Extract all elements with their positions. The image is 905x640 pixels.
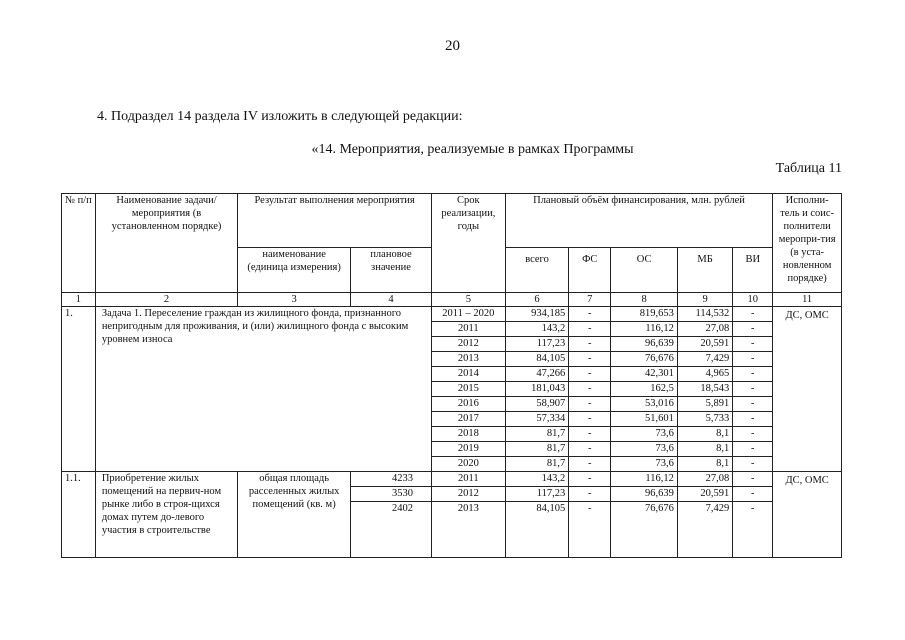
header-vi: ВИ bbox=[733, 248, 773, 293]
header-num: № п/п bbox=[62, 194, 96, 293]
header-os: ОС bbox=[611, 248, 678, 293]
table-label: Таблица 11 bbox=[775, 161, 842, 176]
mb-cell: 7,429 bbox=[677, 352, 732, 367]
vi-cell: - bbox=[733, 397, 773, 412]
os-cell: 53,016 bbox=[611, 397, 678, 412]
total-cell: 117,23 bbox=[505, 337, 569, 352]
header-funding: Плановый объём финансирования, млн. рублей bbox=[505, 194, 773, 248]
table-row bbox=[62, 472, 842, 487]
os-cell: 819,653 bbox=[611, 307, 678, 322]
vi-cell: - bbox=[733, 487, 773, 502]
fs-cell: - bbox=[569, 457, 611, 472]
total-cell: 181,043 bbox=[505, 382, 569, 397]
total-cell: 81,7 bbox=[505, 427, 569, 442]
header-name: Наименование задачи/мероприятия (в установленном порядке) bbox=[95, 194, 237, 293]
total-cell: 84,105 bbox=[505, 352, 569, 367]
header-executors: Исполни-тель и соис-полнители меропри-тия (в уста-новленном порядке) bbox=[773, 194, 842, 293]
fs-cell: - bbox=[569, 337, 611, 352]
measure-executors: ДС, ОМС bbox=[773, 472, 842, 558]
col-number: 2 bbox=[95, 293, 237, 307]
fs-cell: - bbox=[569, 487, 611, 502]
os-cell: 96,639 bbox=[611, 337, 678, 352]
os-cell: 116,12 bbox=[611, 322, 678, 337]
year-cell: 2011 bbox=[431, 322, 505, 337]
page-number: 20 bbox=[445, 38, 460, 54]
vi-cell: - bbox=[733, 382, 773, 397]
mb-cell: 20,591 bbox=[677, 337, 732, 352]
col-number: 6 bbox=[505, 293, 569, 307]
measures-table bbox=[61, 193, 842, 558]
plan-cell: 3530 bbox=[351, 487, 432, 502]
fs-cell: - bbox=[569, 472, 611, 487]
fs-cell: - bbox=[569, 382, 611, 397]
task-name: Задача 1. Переселение граждан из жилищного фонда, признанного непригодным для проживания, и (или) жилищного фонда с высоким уровнем износа bbox=[95, 307, 431, 472]
year-cell: 2011 – 2020 bbox=[431, 307, 505, 322]
os-cell: 42,301 bbox=[611, 367, 678, 382]
year-cell: 2013 bbox=[431, 352, 505, 367]
fs-cell: - bbox=[569, 502, 611, 558]
os-cell: 162,5 bbox=[611, 382, 678, 397]
year-cell: 2014 bbox=[431, 367, 505, 382]
header-result-name: наименование (единица измерения) bbox=[238, 248, 351, 293]
vi-cell: - bbox=[733, 307, 773, 322]
mb-cell: 20,591 bbox=[677, 487, 732, 502]
task-executors: ДС, ОМС bbox=[773, 307, 842, 472]
table-row bbox=[62, 307, 842, 322]
vi-cell: - bbox=[733, 412, 773, 427]
mb-cell: 114,532 bbox=[677, 307, 732, 322]
os-cell: 76,676 bbox=[611, 352, 678, 367]
os-cell: 73,6 bbox=[611, 427, 678, 442]
header-term: Срок реализации, годы bbox=[431, 194, 505, 293]
year-cell: 2011 bbox=[431, 472, 505, 487]
total-cell: 81,7 bbox=[505, 457, 569, 472]
total-cell: 143,2 bbox=[505, 322, 569, 337]
mb-cell: 27,08 bbox=[677, 472, 732, 487]
year-cell: 2013 bbox=[431, 502, 505, 558]
mb-cell: 5,891 bbox=[677, 397, 732, 412]
fs-cell: - bbox=[569, 367, 611, 382]
col-number: 1 bbox=[62, 293, 96, 307]
header-result-plan: плановое значение bbox=[351, 248, 432, 293]
os-cell: 76,676 bbox=[611, 502, 678, 558]
os-cell: 96,639 bbox=[611, 487, 678, 502]
col-number: 8 bbox=[611, 293, 678, 307]
vi-cell: - bbox=[733, 337, 773, 352]
mb-cell: 8,1 bbox=[677, 457, 732, 472]
col-number: 10 bbox=[733, 293, 773, 307]
os-cell: 116,12 bbox=[611, 472, 678, 487]
mb-cell: 27,08 bbox=[677, 322, 732, 337]
vi-cell: - bbox=[733, 322, 773, 337]
col-number: 5 bbox=[431, 293, 505, 307]
task-num: 1. bbox=[62, 307, 96, 472]
header-mb: МБ bbox=[677, 248, 732, 293]
col-number: 9 bbox=[677, 293, 732, 307]
mb-cell: 5,733 bbox=[677, 412, 732, 427]
total-cell: 84,105 bbox=[505, 502, 569, 558]
year-cell: 2015 bbox=[431, 382, 505, 397]
total-cell: 57,334 bbox=[505, 412, 569, 427]
fs-cell: - bbox=[569, 352, 611, 367]
fs-cell: - bbox=[569, 322, 611, 337]
measure-name: Приобретение жилых помещений на первич-ном рынке либо в строя-щихся домах путем до-левого участия в строительстве bbox=[95, 472, 237, 558]
measure-num: 1.1. bbox=[62, 472, 96, 558]
fs-cell: - bbox=[569, 307, 611, 322]
year-cell: 2012 bbox=[431, 487, 505, 502]
vi-cell: - bbox=[733, 427, 773, 442]
year-cell: 2016 bbox=[431, 397, 505, 412]
vi-cell: - bbox=[733, 367, 773, 382]
total-cell: 143,2 bbox=[505, 472, 569, 487]
mb-cell: 7,429 bbox=[677, 502, 732, 558]
vi-cell: - bbox=[733, 442, 773, 457]
measure-result-name: общая площадь расселенных жилых помещений (кв. м) bbox=[238, 472, 351, 558]
mb-cell: 4,965 bbox=[677, 367, 732, 382]
col-number: 11 bbox=[773, 293, 842, 307]
header-fs: ФС bbox=[569, 248, 611, 293]
year-cell: 2012 bbox=[431, 337, 505, 352]
mb-cell: 8,1 bbox=[677, 427, 732, 442]
vi-cell: - bbox=[733, 502, 773, 558]
fs-cell: - bbox=[569, 442, 611, 457]
plan-cell: 2402 bbox=[351, 502, 432, 558]
fs-cell: - bbox=[569, 427, 611, 442]
total-cell: 117,23 bbox=[505, 487, 569, 502]
total-cell: 81,7 bbox=[505, 442, 569, 457]
plan-cell: 4233 bbox=[351, 472, 432, 487]
vi-cell: - bbox=[733, 472, 773, 487]
year-cell: 2020 bbox=[431, 457, 505, 472]
fs-cell: - bbox=[569, 412, 611, 427]
vi-cell: - bbox=[733, 352, 773, 367]
instruction-text: 4. Подраздел 14 раздела IV изложить в следующей редакции: bbox=[97, 109, 463, 124]
col-number: 3 bbox=[238, 293, 351, 307]
header-result: Результат выполнения мероприятия bbox=[238, 194, 432, 248]
col-number: 7 bbox=[569, 293, 611, 307]
mb-cell: 8,1 bbox=[677, 442, 732, 457]
year-cell: 2018 bbox=[431, 427, 505, 442]
total-cell: 934,185 bbox=[505, 307, 569, 322]
mb-cell: 18,543 bbox=[677, 382, 732, 397]
os-cell: 73,6 bbox=[611, 442, 678, 457]
year-cell: 2017 bbox=[431, 412, 505, 427]
os-cell: 73,6 bbox=[611, 457, 678, 472]
vi-cell: - bbox=[733, 457, 773, 472]
total-cell: 47,266 bbox=[505, 367, 569, 382]
col-number: 4 bbox=[351, 293, 432, 307]
header-total: всего bbox=[505, 248, 569, 293]
total-cell: 58,907 bbox=[505, 397, 569, 412]
fs-cell: - bbox=[569, 397, 611, 412]
section-title: «14. Мероприятия, реализуемые в рамках Программы bbox=[311, 142, 634, 157]
year-cell: 2019 bbox=[431, 442, 505, 457]
os-cell: 51,601 bbox=[611, 412, 678, 427]
